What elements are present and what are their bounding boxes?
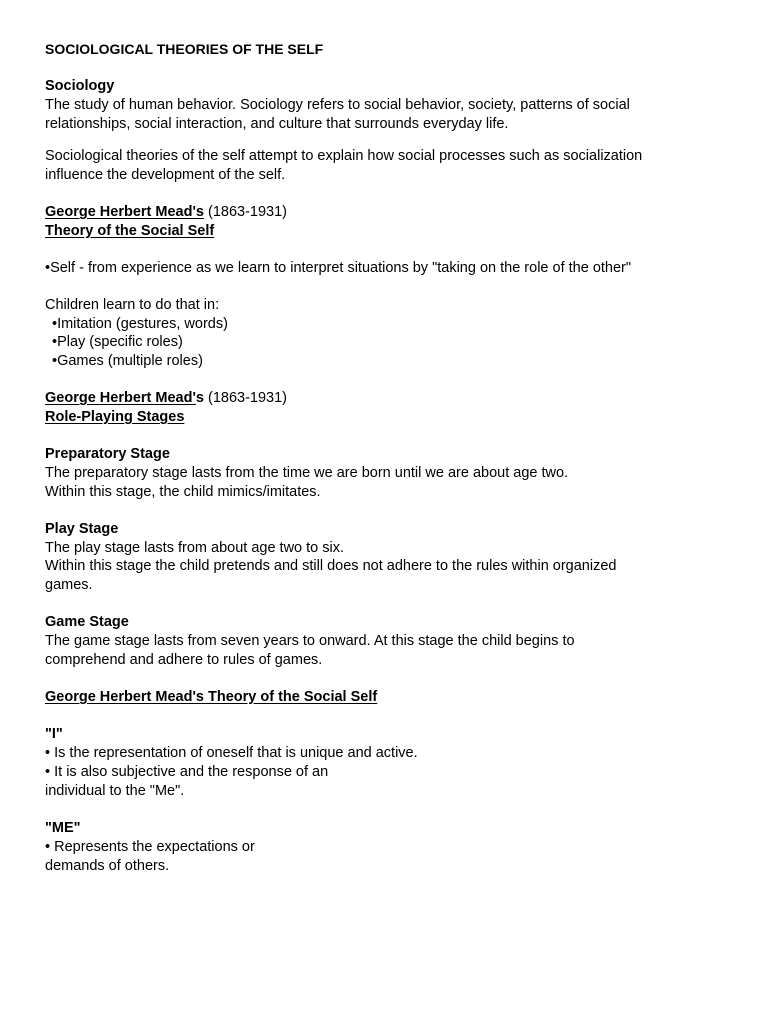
me-line-2: demands of others. [45, 858, 170, 874]
document-title: SOCIOLOGICAL THEORIES OF THE SELF [45, 41, 324, 57]
mead-name: George Herbert Mead's [45, 204, 204, 220]
game-stage-line-1: The game stage lasts from seven years to onward. At this stage the child begins to [45, 633, 575, 649]
mead-heading-2 [45, 389, 287, 407]
social-self-heading: George Herbert Mead's Theory of the Social Self [45, 689, 378, 705]
me-line-1: • Represents the expectations or [45, 839, 255, 855]
sociology-heading: Sociology [45, 78, 115, 94]
mead-name-2: George Herbert Mead' [45, 390, 196, 406]
sociology-definition-line-2: relationships, social interaction, and culture that surrounds everyday life. [45, 116, 509, 132]
play-stage-line-1: The play stage lasts from about age two to six. [45, 540, 345, 556]
i-line-1: • Is the representation of oneself that is unique and active. [45, 745, 418, 761]
list-item-games: •Games (multiple roles) [52, 353, 203, 369]
self-definition: •Self - from experience as we learn to interpret situations by "taking on the role of the other" [45, 260, 632, 276]
preparatory-stage-line-2: Within this stage, the child mimics/imitates. [45, 484, 321, 500]
game-stage-heading: Game Stage [45, 614, 129, 630]
i-heading: "I" [45, 726, 63, 742]
mead-years: (1863-1931) [203, 204, 288, 220]
game-stage-line-2: comprehend and adhere to rules of games. [45, 652, 323, 668]
mead-heading-1 [45, 203, 287, 221]
children-intro: Children learn to do that in: [45, 297, 220, 313]
play-stage-line-3: games. [45, 577, 93, 593]
i-line-3: individual to the "Me". [45, 783, 185, 799]
sociology-theories-line-1: Sociological theories of the self attempt to explain how social processes such as socialization [45, 148, 643, 164]
preparatory-stage-heading: Preparatory Stage [45, 446, 170, 462]
i-line-2: • It is also subjective and the response of an [45, 764, 329, 780]
list-item-play: •Play (specific roles) [52, 334, 183, 350]
preparatory-stage-line-1: The preparatory stage lasts from the time we are born until we are about age two. [45, 465, 569, 481]
mead-name-2-tail: s [195, 390, 204, 406]
play-stage-heading: Play Stage [45, 521, 119, 537]
sociology-definition-line-1: The study of human behavior. Sociology refers to social behavior, society, patterns of social [45, 97, 630, 113]
mead-years-2: (1863-1931) [203, 390, 288, 406]
list-item-imitation: •Imitation (gestures, words) [52, 316, 228, 332]
me-heading: "ME" [45, 820, 81, 836]
social-self-subtitle: Theory of the Social Self [45, 223, 215, 239]
role-playing-subtitle: Role-Playing Stages [45, 409, 185, 425]
play-stage-line-2: Within this stage the child pretends and still does not adhere to the rules within organized [45, 558, 617, 574]
sociology-theories-line-2: influence the development of the self. [45, 167, 286, 183]
